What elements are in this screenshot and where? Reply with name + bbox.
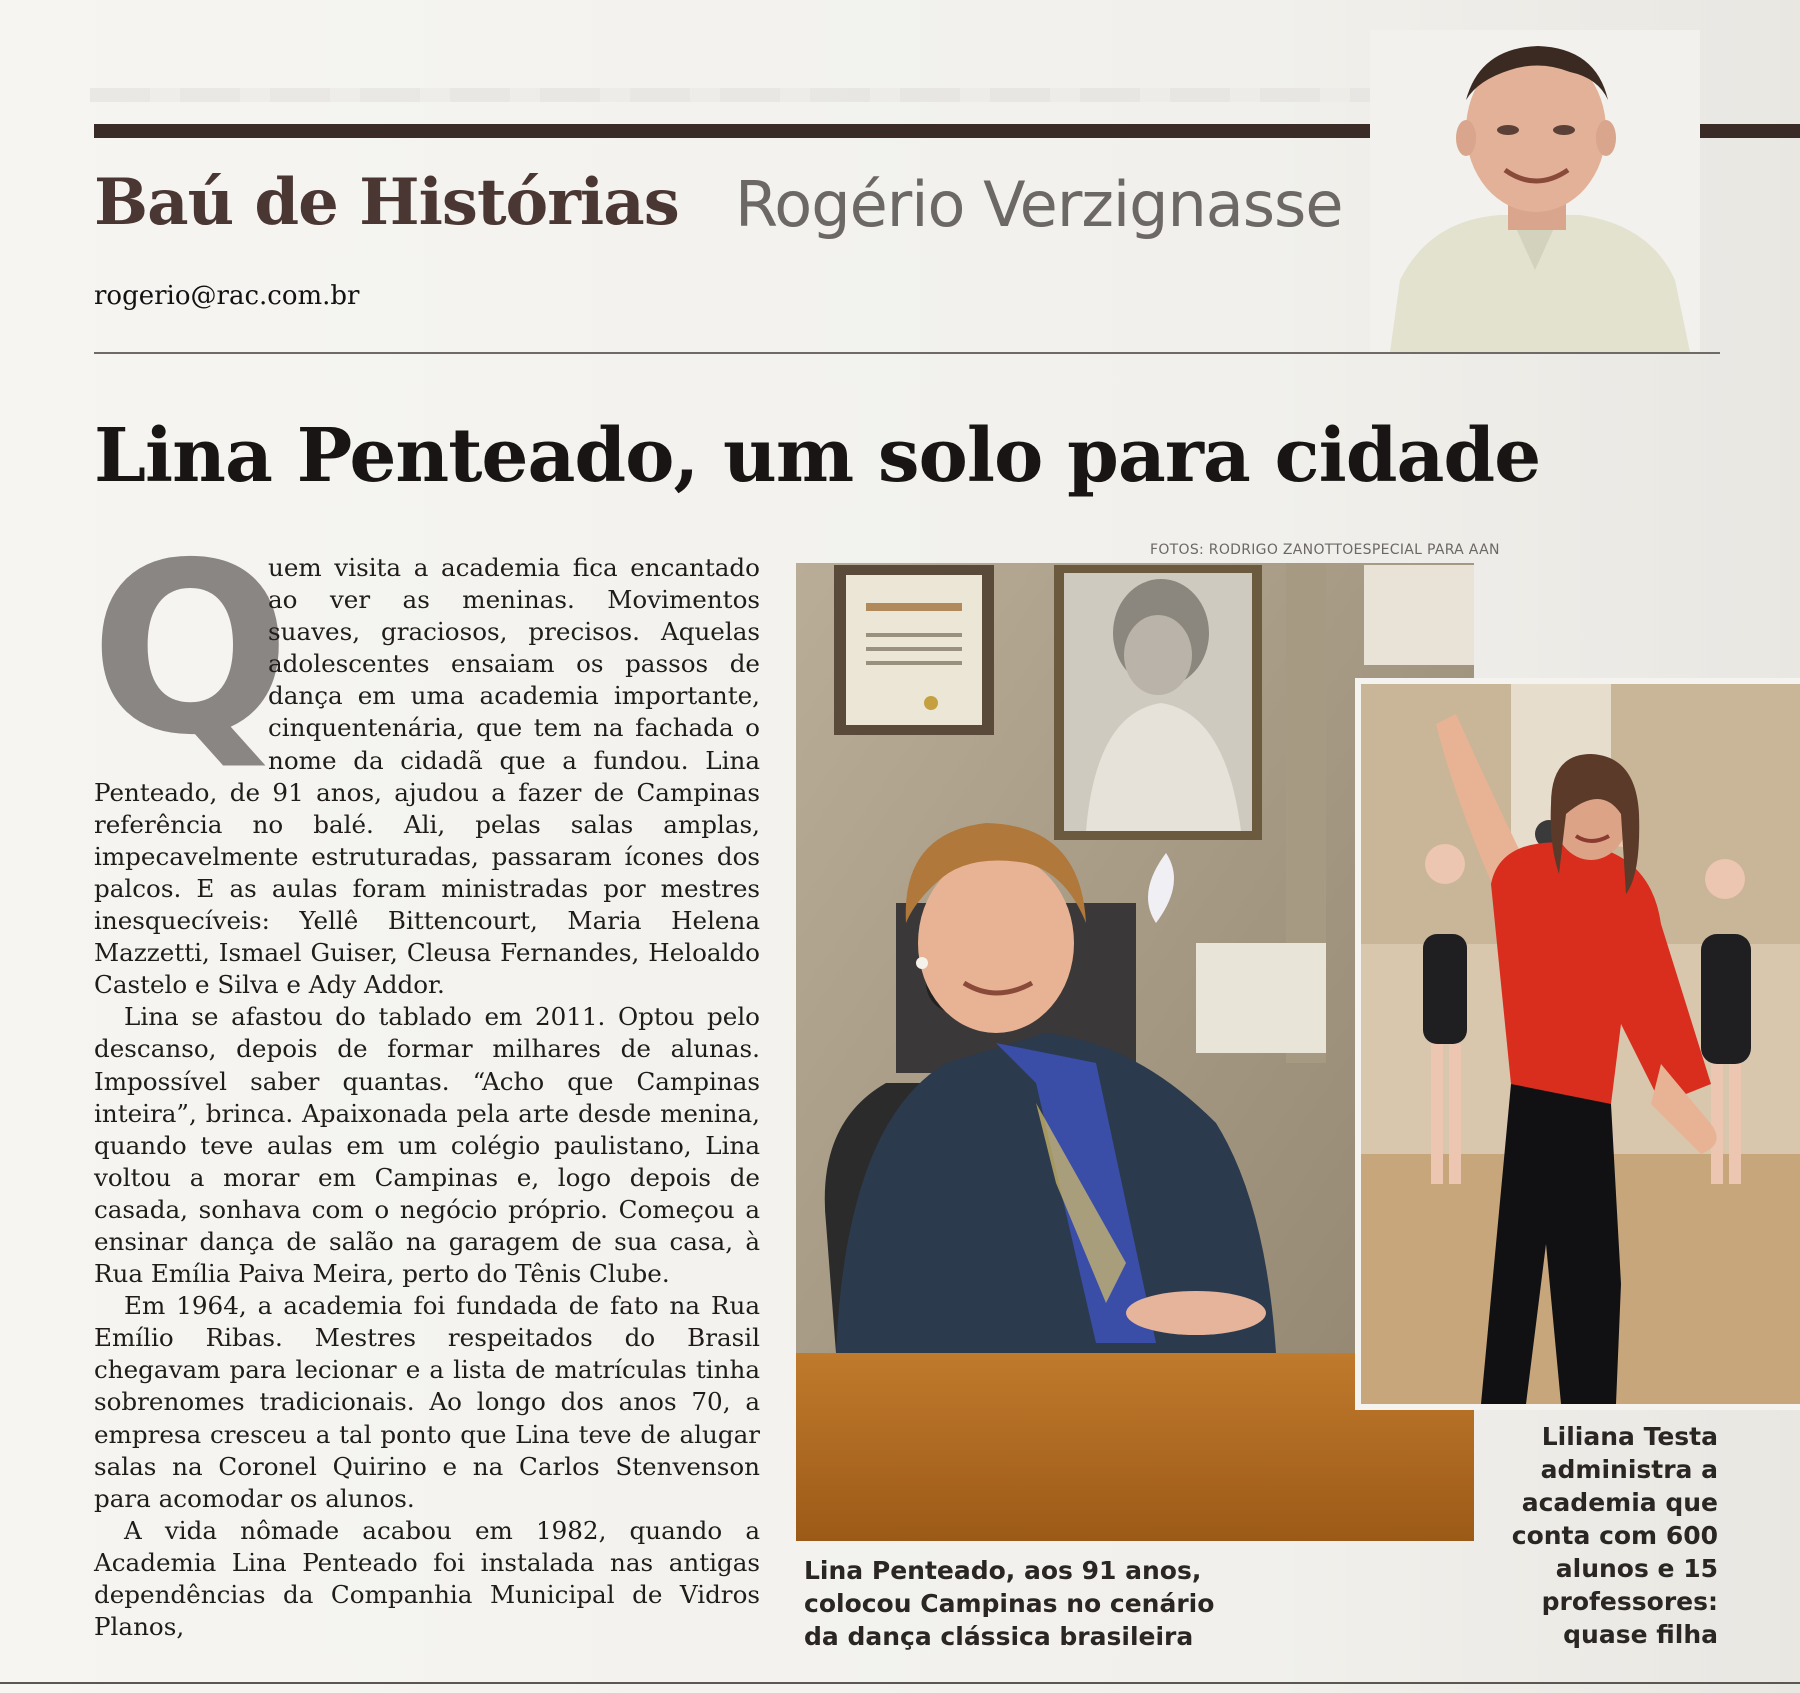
photo-credit: FOTOS: RODRIGO ZANOTTOESPECIAL PARA AAN <box>1150 542 1500 558</box>
caption-line: professores: <box>1541 1587 1718 1616</box>
photo-liliana-testa <box>1355 678 1800 1410</box>
caption-line: conta com 600 <box>1511 1521 1718 1550</box>
author-name: Rogério Verzignasse <box>735 168 1343 241</box>
section-title: Baú de Histórias <box>94 165 679 240</box>
author-photo <box>1370 30 1700 352</box>
caption-line: academia que <box>1521 1488 1718 1517</box>
caption-line: alunos e 15 <box>1555 1554 1718 1583</box>
caption-line: da dança clássica brasileira <box>804 1622 1194 1651</box>
drop-cap: Q <box>90 512 291 787</box>
caption-line: quase filha <box>1563 1620 1718 1649</box>
page-bottom-rule <box>0 1682 1800 1684</box>
headline: Lina Penteado, um solo para cidade <box>94 413 1541 499</box>
caption-line: Liliana Testa <box>1541 1422 1718 1451</box>
author-email: rogerio@rac.com.br <box>94 281 360 311</box>
paragraph-1: uem visita a academia fica encantado ao ver as meninas. Movimentos suaves, graciosos, precisos. Aquelas adolescentes ensaiam os passos de dança em uma academia importante, cinquentenária, que tem na fachada o nome da cidadã que a fundou. Lina Penteado, de 91 anos, ajudou a fazer de Campinas referência no balé. Ali, pelas salas amplas, impecavelmente estruturadas, passaram ícones dos palcos. E as aulas foram ministradas por mestres inesquecíveis: Yellê Bittencourt, Maria Helena Mazzetti, Ismael Guiser, Cleusa Fernandes, Heloaldo Castelo e Silva e Ady Addor. <box>94 553 760 1000</box>
header-divider <box>94 352 1720 354</box>
bleed-through-text <box>90 88 1390 102</box>
caption-line: colocou Campinas no cenário <box>804 1589 1215 1618</box>
caption-line: administra a <box>1540 1455 1718 1484</box>
caption-line: Lina Penteado, aos 91 anos, <box>804 1556 1202 1585</box>
article-body <box>90 512 760 1643</box>
caption-side-photo <box>1480 1420 1718 1651</box>
paragraph-3: Em 1964, a academia foi fundada de fato na Rua Emílio Ribas. Mestres respeitados do Brasil chegavam para lecionar e a lista de matrículas tinha sobrenomes tradicionais. Ao longo dos anos 70, a empresa cresceu a tal ponto que Lina teve de alugar salas na Coronel Quirino e na Carlos Stenvenson para acomodar os alunos. <box>94 1291 760 1513</box>
paragraph-2: Lina se afastou do tablado em 2011. Optou pelo descanso, depois de formar milhares de alunas. Impossível saber quantas. “Acho que Campinas inteira”, brinca. Apaixonada pela arte desde menina, quando teve aulas em um colégio paulistano, Lina voltou a morar em Campinas e, logo depois de casada, sonhava com o negócio próprio. Começou a ensinar dança de salão na garagem de sua casa, à Rua Emília Paiva Meira, perto do Tênis Clube. <box>94 1002 760 1289</box>
caption-main-photo <box>804 1554 1324 1653</box>
paragraph-4: A vida nômade acabou em 1982, quando a Academia Lina Penteado foi instalada nas antigas dependências da Companhia Municipal de Vidros Planos, <box>94 1515 760 1642</box>
